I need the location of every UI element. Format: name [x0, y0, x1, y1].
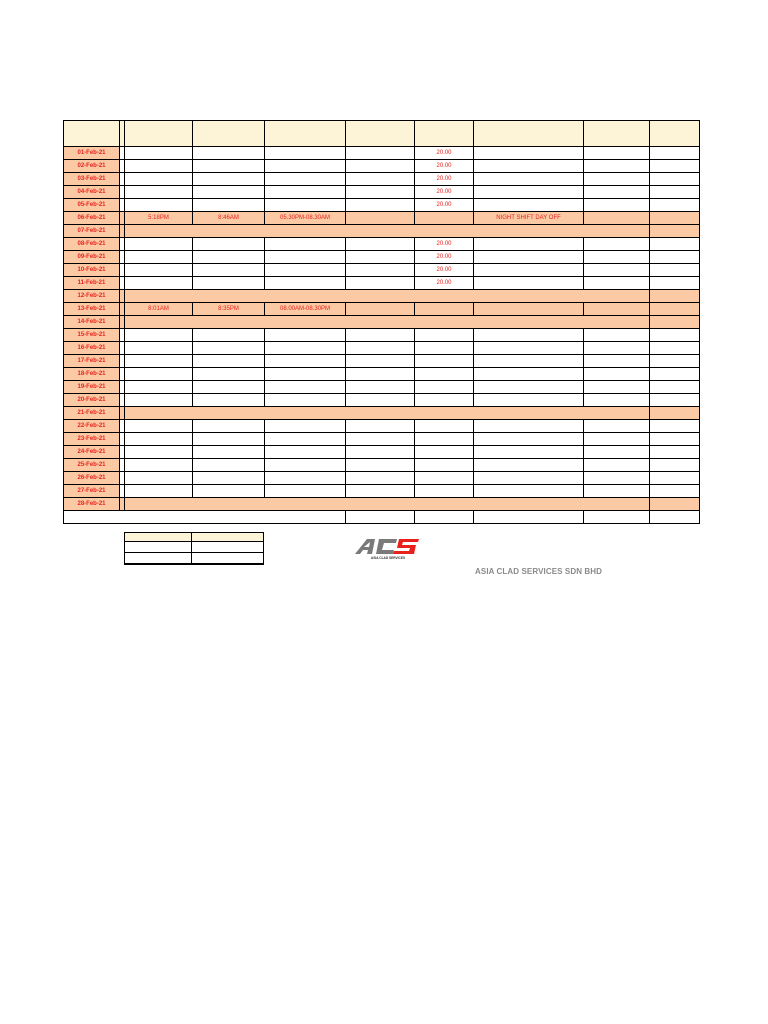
data-cell — [193, 420, 265, 433]
date-cell: 28-Feb-21 — [64, 498, 120, 511]
data-cell — [265, 472, 346, 485]
summary-header-cell — [192, 533, 264, 542]
summary-cell — [192, 542, 264, 553]
data-cell: 8:35PM — [193, 303, 265, 316]
date-cell: 05-Feb-21 — [64, 199, 120, 212]
data-cell — [650, 329, 700, 342]
data-cell — [650, 212, 700, 225]
data-cell — [346, 147, 415, 160]
data-cell: 20.00 — [415, 186, 474, 199]
date-cell: 07-Feb-21 — [64, 225, 120, 238]
data-cell — [125, 186, 193, 199]
data-cell — [265, 277, 346, 290]
total-cell — [474, 511, 584, 524]
rest-day-band — [125, 290, 650, 303]
timesheet-row — [64, 251, 700, 264]
data-cell — [346, 264, 415, 277]
data-cell — [193, 472, 265, 485]
header-cell — [415, 121, 474, 147]
timesheet-table — [63, 120, 700, 524]
data-cell — [415, 420, 474, 433]
data-cell — [474, 368, 584, 381]
data-cell — [193, 277, 265, 290]
data-cell — [474, 186, 584, 199]
data-cell — [193, 368, 265, 381]
timesheet-row — [64, 459, 700, 472]
header-cell — [125, 121, 193, 147]
data-cell — [415, 355, 474, 368]
date-cell: 27-Feb-21 — [64, 485, 120, 498]
header-cell — [64, 121, 120, 147]
data-cell — [346, 355, 415, 368]
timesheet-row — [64, 407, 700, 420]
data-cell — [474, 329, 584, 342]
data-cell — [584, 329, 650, 342]
timesheet-row — [64, 329, 700, 342]
timesheet-row — [64, 264, 700, 277]
header-cell — [650, 121, 700, 147]
data-cell — [584, 147, 650, 160]
data-cell — [474, 303, 584, 316]
date-cell: 12-Feb-21 — [64, 290, 120, 303]
company-logo — [353, 536, 423, 560]
data-cell — [265, 420, 346, 433]
data-cell — [474, 485, 584, 498]
data-cell — [193, 381, 265, 394]
data-cell — [346, 303, 415, 316]
timesheet-row — [64, 316, 700, 329]
summary-row — [125, 553, 264, 565]
data-cell — [584, 342, 650, 355]
data-cell — [650, 420, 700, 433]
timesheet-row — [64, 186, 700, 199]
date-cell: 04-Feb-21 — [64, 186, 120, 199]
data-cell — [584, 472, 650, 485]
data-cell: 08.00AM-08.30PM — [265, 303, 346, 316]
date-cell: 24-Feb-21 — [64, 446, 120, 459]
data-cell — [193, 238, 265, 251]
data-cell — [650, 251, 700, 264]
data-cell — [415, 381, 474, 394]
data-cell — [584, 173, 650, 186]
timesheet-row — [64, 485, 700, 498]
data-cell — [265, 342, 346, 355]
data-cell — [584, 446, 650, 459]
data-cell — [474, 264, 584, 277]
data-cell — [584, 485, 650, 498]
data-cell — [474, 342, 584, 355]
data-cell: 20.00 — [415, 264, 474, 277]
header-cell — [474, 121, 584, 147]
data-cell — [474, 420, 584, 433]
data-cell: 20.00 — [415, 251, 474, 264]
data-cell — [346, 368, 415, 381]
date-cell: 14-Feb-21 — [64, 316, 120, 329]
data-cell: 8:01AM — [125, 303, 193, 316]
date-cell: 26-Feb-21 — [64, 472, 120, 485]
data-cell — [193, 329, 265, 342]
data-cell — [125, 420, 193, 433]
data-cell — [474, 251, 584, 264]
data-cell — [265, 199, 346, 212]
data-cell — [125, 160, 193, 173]
timesheet-row — [64, 355, 700, 368]
total-cell — [650, 511, 700, 524]
data-cell — [474, 238, 584, 251]
header-cell — [265, 121, 346, 147]
total-cell — [584, 511, 650, 524]
data-cell — [415, 433, 474, 446]
rest-day-band — [125, 407, 650, 420]
data-cell — [584, 368, 650, 381]
summary-cell — [125, 542, 192, 553]
data-cell — [193, 433, 265, 446]
data-cell — [584, 160, 650, 173]
data-cell — [474, 381, 584, 394]
rest-day-end-cell — [650, 498, 700, 511]
header-cell — [584, 121, 650, 147]
data-cell — [584, 459, 650, 472]
rest-day-band — [125, 225, 650, 238]
data-cell — [125, 355, 193, 368]
date-cell: 11-Feb-21 — [64, 277, 120, 290]
date-cell: 22-Feb-21 — [64, 420, 120, 433]
rest-day-end-cell — [650, 290, 700, 303]
data-cell — [650, 147, 700, 160]
data-cell: NIGHT SHIFT DAY OFF — [474, 212, 584, 225]
data-cell — [346, 277, 415, 290]
data-cell — [265, 355, 346, 368]
data-cell: 20.00 — [415, 147, 474, 160]
data-cell — [650, 160, 700, 173]
data-cell — [346, 160, 415, 173]
data-cell — [415, 368, 474, 381]
data-cell — [125, 277, 193, 290]
logo-a-shape — [355, 539, 375, 554]
data-cell — [265, 485, 346, 498]
data-cell — [346, 394, 415, 407]
date-cell: 15-Feb-21 — [64, 329, 120, 342]
data-cell — [265, 160, 346, 173]
timesheet-row — [64, 342, 700, 355]
data-cell — [265, 173, 346, 186]
total-cell — [64, 511, 346, 524]
timesheet-row — [64, 433, 700, 446]
data-cell — [650, 186, 700, 199]
summary-table — [124, 532, 264, 565]
data-cell — [125, 329, 193, 342]
data-cell — [650, 459, 700, 472]
header-cell — [193, 121, 265, 147]
data-cell — [415, 394, 474, 407]
data-cell — [125, 264, 193, 277]
data-cell — [125, 485, 193, 498]
data-cell — [584, 381, 650, 394]
data-cell — [193, 264, 265, 277]
timesheet-row — [64, 394, 700, 407]
data-cell — [584, 433, 650, 446]
data-cell — [125, 446, 193, 459]
summary-row — [125, 542, 264, 553]
data-cell: 20.00 — [415, 238, 474, 251]
data-cell — [193, 199, 265, 212]
timesheet-row — [64, 147, 700, 160]
data-cell — [193, 342, 265, 355]
data-cell — [265, 238, 346, 251]
data-cell — [125, 238, 193, 251]
data-cell — [193, 147, 265, 160]
data-cell: 20.00 — [415, 160, 474, 173]
date-cell: 20-Feb-21 — [64, 394, 120, 407]
data-cell — [415, 303, 474, 316]
data-cell — [346, 186, 415, 199]
data-cell — [265, 329, 346, 342]
summary-cell — [192, 553, 264, 565]
data-cell — [474, 199, 584, 212]
data-cell — [346, 459, 415, 472]
data-cell — [346, 485, 415, 498]
data-cell — [415, 485, 474, 498]
summary-header-row — [125, 533, 264, 542]
data-cell — [265, 394, 346, 407]
data-cell — [265, 381, 346, 394]
data-cell — [584, 420, 650, 433]
timesheet-row — [64, 290, 700, 303]
data-cell — [650, 446, 700, 459]
data-cell — [125, 459, 193, 472]
header-cell — [346, 121, 415, 147]
data-cell — [650, 342, 700, 355]
data-cell — [265, 147, 346, 160]
header-row — [64, 121, 700, 147]
timesheet-row — [64, 238, 700, 251]
timesheet-row — [64, 212, 700, 225]
timesheet-row — [64, 498, 700, 511]
data-cell — [265, 433, 346, 446]
data-cell — [125, 173, 193, 186]
data-cell — [193, 160, 265, 173]
data-cell — [125, 342, 193, 355]
data-cell — [650, 485, 700, 498]
timesheet-row — [64, 199, 700, 212]
rest-day-band — [125, 498, 650, 511]
data-cell — [415, 472, 474, 485]
data-cell — [584, 355, 650, 368]
date-cell: 02-Feb-21 — [64, 160, 120, 173]
rest-day-end-cell — [650, 316, 700, 329]
data-cell — [346, 420, 415, 433]
data-cell — [474, 433, 584, 446]
data-cell: 20.00 — [415, 199, 474, 212]
date-cell: 01-Feb-21 — [64, 147, 120, 160]
data-cell — [650, 199, 700, 212]
date-cell: 23-Feb-21 — [64, 433, 120, 446]
data-cell — [474, 355, 584, 368]
data-cell — [265, 459, 346, 472]
total-cell — [346, 511, 415, 524]
data-cell — [193, 186, 265, 199]
data-cell — [265, 251, 346, 264]
data-cell — [125, 381, 193, 394]
date-cell: 08-Feb-21 — [64, 238, 120, 251]
summary-header-cell — [125, 533, 192, 542]
data-cell — [650, 472, 700, 485]
data-cell — [650, 264, 700, 277]
data-cell — [584, 186, 650, 199]
data-cell — [125, 394, 193, 407]
data-cell — [415, 212, 474, 225]
timesheet-row — [64, 472, 700, 485]
date-cell: 13-Feb-21 — [64, 303, 120, 316]
data-cell — [193, 485, 265, 498]
data-cell — [265, 446, 346, 459]
timesheet-row — [64, 303, 700, 316]
logo-subtitle: ASIA CLAD SERVICES — [370, 556, 406, 560]
timesheet-row — [64, 173, 700, 186]
data-cell — [584, 212, 650, 225]
data-cell — [193, 355, 265, 368]
timesheet-row — [64, 225, 700, 238]
data-cell — [650, 394, 700, 407]
data-cell — [346, 329, 415, 342]
date-cell: 03-Feb-21 — [64, 173, 120, 186]
data-cell — [474, 173, 584, 186]
data-cell — [193, 394, 265, 407]
timesheet-row — [64, 277, 700, 290]
data-cell — [650, 173, 700, 186]
data-cell: 05.30PM-08.30AM — [265, 212, 346, 225]
data-cell — [474, 394, 584, 407]
data-cell — [415, 329, 474, 342]
data-cell — [346, 446, 415, 459]
data-cell — [584, 251, 650, 264]
date-cell: 06-Feb-21 — [64, 212, 120, 225]
data-cell — [346, 199, 415, 212]
data-cell — [125, 433, 193, 446]
data-cell — [584, 277, 650, 290]
data-cell — [650, 433, 700, 446]
timesheet-row — [64, 446, 700, 459]
data-cell — [346, 173, 415, 186]
data-cell — [265, 186, 346, 199]
data-cell — [346, 472, 415, 485]
date-cell: 10-Feb-21 — [64, 264, 120, 277]
timesheet-row — [64, 420, 700, 433]
data-cell — [650, 381, 700, 394]
total-row — [64, 511, 700, 524]
data-cell — [193, 446, 265, 459]
date-cell: 17-Feb-21 — [64, 355, 120, 368]
data-cell — [265, 368, 346, 381]
data-cell — [650, 355, 700, 368]
data-cell — [650, 368, 700, 381]
company-name: ASIA CLAD SERVICES SDN BHD — [475, 567, 603, 576]
data-cell — [193, 173, 265, 186]
rest-day-end-cell — [650, 225, 700, 238]
data-cell: 8:46AM — [193, 212, 265, 225]
data-cell — [474, 160, 584, 173]
data-cell — [125, 251, 193, 264]
data-cell: 20.00 — [415, 277, 474, 290]
data-cell — [650, 277, 700, 290]
data-cell — [584, 264, 650, 277]
logo-s-shape — [393, 539, 419, 554]
data-cell — [584, 303, 650, 316]
data-cell — [346, 433, 415, 446]
data-cell — [346, 212, 415, 225]
timesheet-row — [64, 381, 700, 394]
data-cell — [650, 238, 700, 251]
data-cell — [584, 394, 650, 407]
data-cell — [193, 459, 265, 472]
rest-day-band — [125, 316, 650, 329]
data-cell — [474, 446, 584, 459]
data-cell: 20.00 — [415, 173, 474, 186]
date-cell: 16-Feb-21 — [64, 342, 120, 355]
date-cell: 09-Feb-21 — [64, 251, 120, 264]
data-cell — [346, 238, 415, 251]
data-cell — [415, 459, 474, 472]
data-cell — [584, 199, 650, 212]
date-cell: 18-Feb-21 — [64, 368, 120, 381]
data-cell: 5:18PM — [125, 212, 193, 225]
date-cell: 25-Feb-21 — [64, 459, 120, 472]
timesheet-row — [64, 160, 700, 173]
data-cell — [193, 251, 265, 264]
data-cell — [125, 368, 193, 381]
total-cell — [415, 511, 474, 524]
date-cell: 19-Feb-21 — [64, 381, 120, 394]
timesheet-body — [64, 121, 700, 524]
data-cell — [584, 238, 650, 251]
data-cell — [125, 199, 193, 212]
data-cell — [415, 342, 474, 355]
data-cell — [474, 472, 584, 485]
rest-day-end-cell — [650, 407, 700, 420]
data-cell — [474, 277, 584, 290]
data-cell — [346, 251, 415, 264]
data-cell — [346, 381, 415, 394]
summary-cell — [125, 553, 192, 565]
data-cell — [125, 472, 193, 485]
timesheet-row — [64, 368, 700, 381]
data-cell — [415, 446, 474, 459]
data-cell — [265, 264, 346, 277]
data-cell — [474, 147, 584, 160]
date-cell: 21-Feb-21 — [64, 407, 120, 420]
data-cell — [346, 342, 415, 355]
data-cell — [125, 147, 193, 160]
data-cell — [474, 459, 584, 472]
data-cell — [650, 303, 700, 316]
